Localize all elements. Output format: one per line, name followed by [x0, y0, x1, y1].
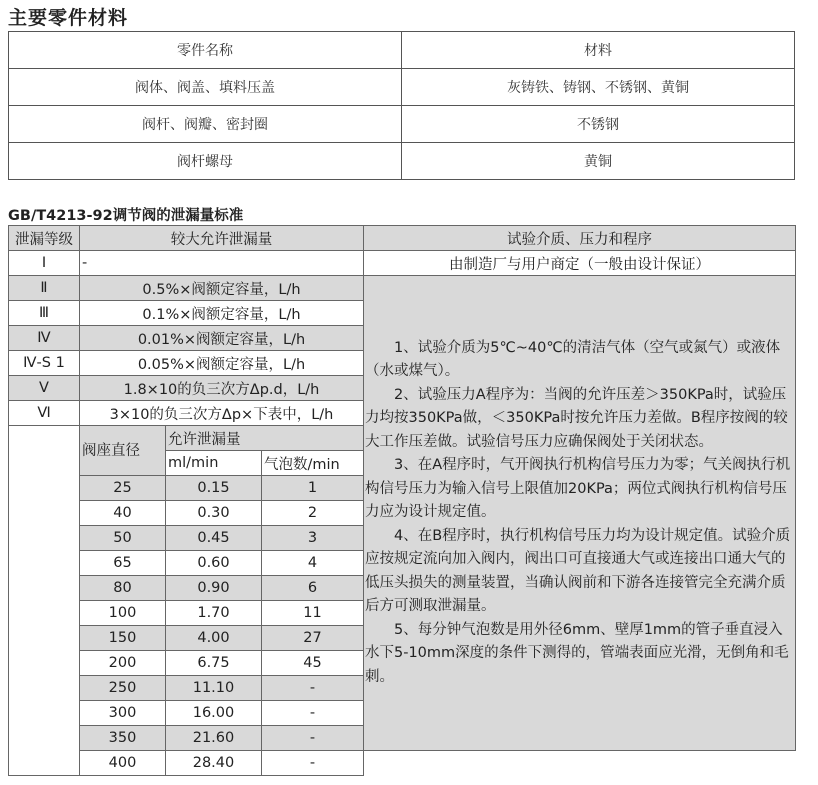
ml-per-min-cell: 0.30 — [166, 501, 262, 526]
materials-title: 主要零件材料 — [8, 7, 129, 29]
materials-table — [8, 31, 795, 180]
test-note: 5、每分钟气泡数是用外径6mm、壁厚1mm的管子垂直浸入水下5-10mm深度的条件下测得的，管端表面应光滑，无倒角和毛刺。 — [365, 621, 789, 685]
bubbles-per-min-header: 气泡数/min — [262, 451, 364, 476]
bubbles-cell: - — [262, 701, 364, 726]
allowed-leakage-cell: - — [80, 251, 364, 276]
header-test-procedure: 试验介质、压力和程序 — [364, 226, 796, 251]
header-allowed-leakage: 较大允许泄漏量 — [80, 226, 364, 251]
header-part-name: 零件名称 — [9, 32, 402, 69]
ml-per-min-cell: 21.60 — [166, 726, 262, 751]
seat-diameter-cell: 350 — [80, 726, 166, 751]
seat-diameter-cell: 200 — [80, 651, 166, 676]
bubbles-cell: 27 — [262, 626, 364, 651]
bubbles-cell: 1 — [262, 476, 364, 501]
table-row — [9, 226, 796, 251]
allowed-leakage-cell: 1.8×10的负三次方Δp.d，L/h — [80, 376, 364, 401]
allowed-leakage-cell: 0.1%×阀额定容量，L/h — [80, 301, 364, 326]
allowed-leakage-cell: 0.5%×阀额定容量，L/h — [80, 276, 364, 301]
bubbles-cell: 45 — [262, 651, 364, 676]
test-note: 3、在A程序时，气开阀执行机构信号压力为零；气关阀执行机构信号压力为输入信号上限值加20KPa；两位式阀执行机构信号压力应为设计规定值。 — [365, 457, 791, 521]
header-material: 材料 — [402, 32, 795, 69]
table-row — [9, 106, 795, 143]
bubbles-cell: 11 — [262, 601, 364, 626]
test-note: 2、试验压力A程序为：当阀的允许压差＞350KPa时，试验压力均按350KPa做，＜350KPa时按允许压力差做。B程序按阀的较大工作压差做。试验信号压力应确保阀处于关闭状态。 — [365, 386, 788, 450]
table-row — [9, 32, 795, 69]
part-name-cell: 阀杆螺母 — [9, 143, 402, 180]
ml-per-min-cell: 28.40 — [166, 751, 262, 776]
header-grade: 泄漏等级 — [9, 226, 80, 251]
leakage-table — [8, 225, 796, 776]
bubbles-cell: 3 — [262, 526, 364, 551]
material-cell: 灰铸铁、铸钢、不锈钢、黄铜 — [402, 69, 795, 106]
ml-per-min-cell: 0.45 — [166, 526, 262, 551]
seat-diameter-cell: 400 — [80, 751, 166, 776]
seat-diameter-cell: 250 — [80, 676, 166, 701]
seat-diameter-cell: 65 — [80, 551, 166, 576]
part-name-cell: 阀杆、阀瓣、密封圈 — [9, 106, 402, 143]
test-notes — [364, 276, 796, 751]
grade-cell: Ⅴ — [9, 376, 80, 401]
ml-per-min-cell: 4.00 — [166, 626, 262, 651]
allowed-leakage-cell: 3×10的负三次方Δp×下表中，L/h — [80, 401, 364, 426]
grade-cell: Ⅳ-S 1 — [9, 351, 80, 376]
grade-spacer-cell — [9, 426, 80, 776]
seat-diameter-header: 阀座直径 — [80, 426, 166, 476]
bubbles-cell: - — [262, 751, 364, 776]
seat-diameter-cell: 150 — [80, 626, 166, 651]
grade-cell: Ⅱ — [9, 276, 80, 301]
ml-per-min-cell: 1.70 — [166, 601, 262, 626]
grade-cell: Ⅵ — [9, 401, 80, 426]
test-procedure-cell: 由制造厂与用户商定（一般由设计保证） — [364, 251, 796, 276]
ml-per-min-header: ml/min — [166, 451, 262, 476]
ml-per-min-cell: 11.10 — [166, 676, 262, 701]
grade-cell: Ⅰ — [9, 251, 80, 276]
ml-per-min-cell: 16.00 — [166, 701, 262, 726]
table-row — [9, 276, 796, 301]
table-row — [9, 751, 796, 776]
table-row — [9, 69, 795, 106]
allowed-leakage-subheader: 允许泄漏量 — [166, 426, 364, 451]
table-row — [9, 251, 796, 276]
seat-diameter-cell: 50 — [80, 526, 166, 551]
ml-per-min-cell: 6.75 — [166, 651, 262, 676]
test-note: 1、试验介质为5℃~40℃的清洁气体（空气或氮气）或液体（水或煤气）。 — [365, 339, 781, 380]
seat-diameter-cell: 40 — [80, 501, 166, 526]
allowed-leakage-cell: 0.01%×阀额定容量，L/h — [80, 326, 364, 351]
ml-per-min-cell: 0.60 — [166, 551, 262, 576]
part-name-cell: 阀体、阀盖、填料压盖 — [9, 69, 402, 106]
material-cell: 不锈钢 — [402, 106, 795, 143]
ml-per-min-cell: 0.90 — [166, 576, 262, 601]
bubbles-cell: 4 — [262, 551, 364, 576]
bubbles-cell: 6 — [262, 576, 364, 601]
seat-diameter-cell: 25 — [80, 476, 166, 501]
test-note: 4、在B程序时，执行机构信号压力均为设计规定值。试验介质应按规定流向加入阀内，阀出口可直接通大气或连接出口通大气的低压头损失的测量装置，当确认阀前和下游各连接管完全充满介质后方可测取泄漏量。 — [365, 527, 791, 615]
seat-diameter-cell: 100 — [80, 601, 166, 626]
leakage-title: GB/T4213-92调节阀的泄漏量标准 — [8, 208, 244, 224]
allowed-leakage-cell: 0.05%×阀额定容量，L/h — [80, 351, 364, 376]
material-cell: 黄铜 — [402, 143, 795, 180]
bubbles-cell: - — [262, 676, 364, 701]
ml-per-min-cell: 0.15 — [166, 476, 262, 501]
seat-diameter-cell: 300 — [80, 701, 166, 726]
bubbles-cell: 2 — [262, 501, 364, 526]
table-row — [9, 143, 795, 180]
grade-cell: Ⅲ — [9, 301, 80, 326]
seat-diameter-cell: 80 — [80, 576, 166, 601]
grade-cell: Ⅳ — [9, 326, 80, 351]
bubbles-cell: - — [262, 726, 364, 751]
